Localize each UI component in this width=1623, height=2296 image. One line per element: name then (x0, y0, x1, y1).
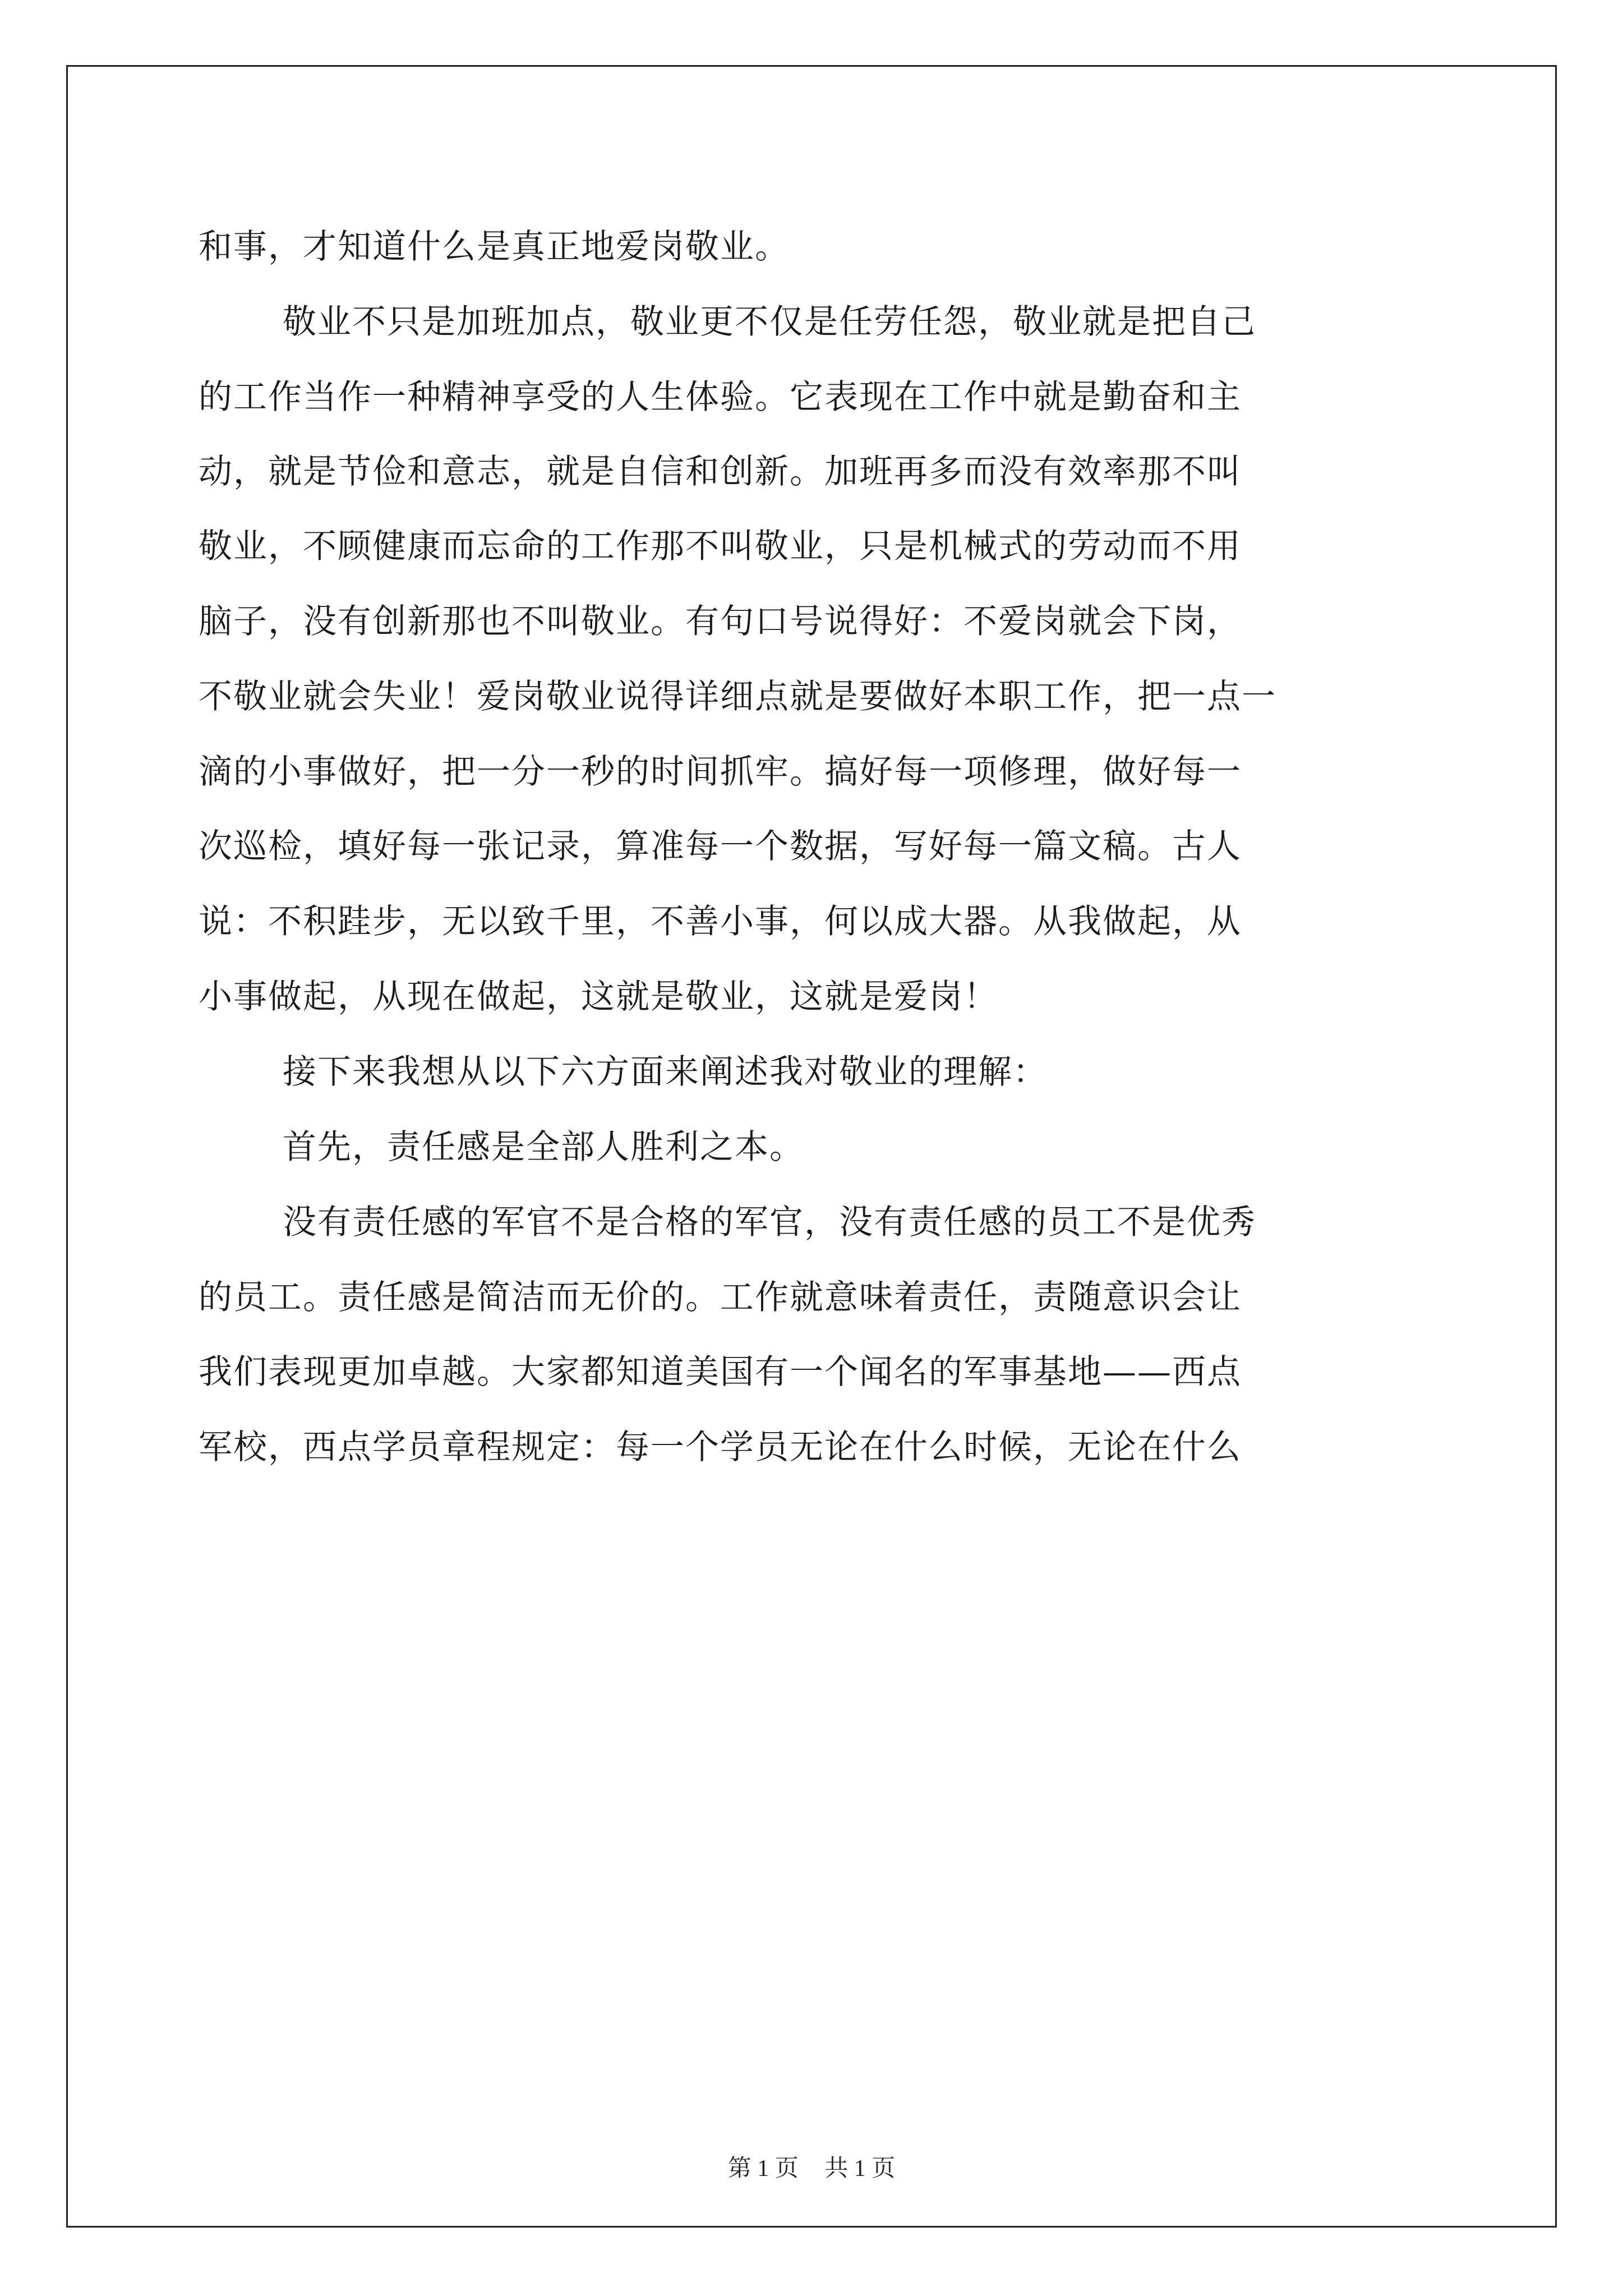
page-footer (0, 2153, 1623, 2184)
text-line: 的工作当作一种精神享受的人生体验。它表现在工作中就是勤奋和主 (199, 378, 1242, 417)
text-line: 不敬业就会失业！爱岗敬业说得详细点就是要做好本职工作，把一点一 (199, 677, 1276, 716)
text-line: 次巡检，填好每一张记录，算准每一个数据，写好每一篇文稿。古人 (199, 827, 1242, 866)
text-line: 军校，西点学员章程规定：每一个学员无论在什么时候，无论在什么 (199, 1428, 1242, 1467)
text-line: 小事做起，从现在做起，这就是敬业，这就是爱岗！ (199, 977, 998, 1016)
paragraph-first-line: 接下来我想从以下六方面来阐述我对敬业的理解： (283, 1052, 1048, 1092)
text-line: 动，就是节俭和意志，就是自信和创新。加班再多而没有效率那不叫 (199, 452, 1242, 491)
page-total: 共 1 页 (824, 2156, 896, 2182)
paragraph-first-line: 首先，责任感是全部人胜利之本。 (283, 1128, 804, 1167)
paragraph-first-line: 没有责任感的军官不是合格的军官，没有责任感的员工不是优秀 (283, 1203, 1256, 1242)
text-line: 滴的小事做好，把一分一秒的时间抓牢。搞好每一项修理，做好每一 (199, 752, 1242, 792)
paragraph-first-line: 敬业不只是加班加点，敬业更不仅是任劳任怨，敬业就是把自己 (283, 302, 1256, 342)
text-line: 敬业，不顾健康而忘命的工作那不叫敬业，只是机械式的劳动而不用 (199, 527, 1242, 566)
text-line: 我们表现更加卓越。大家都知道美国有一个闻名的军事基地——西点 (199, 1352, 1242, 1392)
text-line: 的员工。责任感是简洁而无价的。工作就意味着责任，责随意识会让 (199, 1278, 1242, 1317)
page-number: 第 1 页 (727, 2156, 799, 2182)
text-line: 和事，才知道什么是真正地爱岗敬业。 (199, 227, 790, 266)
text-line: 脑子，没有创新那也不叫敬业。有句口号说得好：不爱岗就会下岗， (199, 602, 1242, 641)
text-line: 说：不积跬步，无以致千里，不善小事，何以成大器。从我做起，从 (199, 902, 1242, 941)
